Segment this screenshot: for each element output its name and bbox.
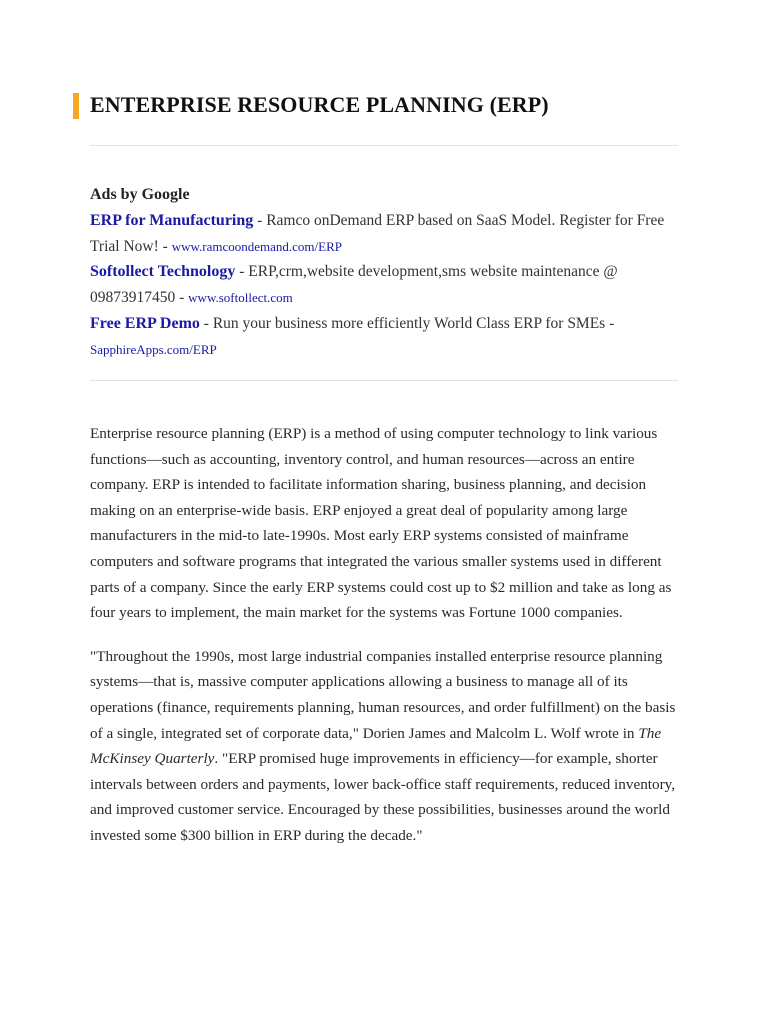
- ad-item: [90, 259, 680, 311]
- ad-separator: -: [253, 211, 267, 229]
- page-title: ENTERPRISE RESOURCE PLANNING (ERP): [90, 92, 549, 117]
- ad-title-link[interactable]: ERP for Manufacturing: [90, 211, 254, 229]
- paragraph-text: "Throughout the 1990s, most large industrial companies installed enterprise resource planning systems—that is, massive computer applications allowing a business to manage all of its operations (finance, requirements planning, human resources, and order fulfillment) on the basis of a single, integrated set of corporate data," Dorien James and Malcolm L. Wolf wrote in: [90, 647, 676, 742]
- ad-title-link[interactable]: Softollect Technology: [90, 263, 236, 281]
- paragraph: Enterprise resource planning (ERP) is a method of using computer technology to link various functions—such as accounting, inventory control, and human resources—across an entire company. ERP is intended to facilitate information sharing, business planning, and decision making on an enterprise-wide basis. ERP enjoyed a great deal of popularity among large manufacturers in the mid-to late-1990s. Most early ERP systems consisted of mainframe computers and software programs that integrated the various smaller systems used in different parts of a company. Since the early ERP systems could cost up to $2 million and take as long as four years to implement, the main market for the systems was Fortune 1000 companies.: [90, 425, 672, 622]
- title-accent-bar: [73, 93, 79, 119]
- paragraph: [90, 644, 680, 849]
- divider-top: [90, 145, 678, 146]
- ad-description: Ramco onDemand ERP based on SaaS Model. Register for Free Trial Now!: [90, 211, 665, 255]
- ad-item: [90, 311, 680, 363]
- ad-item: [90, 208, 680, 260]
- ad-separator: -: [158, 237, 172, 255]
- paragraph-text: . "ERP promised huge improvements in efficiency—for example, shorter intervals between orders and payments, lower back-office staff requirements, reduced inventory, and improved customer service. Encouraged by these possibilities, businesses around the world invested some $300 billion in ERP during the decade.": [90, 750, 676, 844]
- ad-url-link[interactable]: www.ramcoondemand.com/ERP: [171, 238, 342, 254]
- publication-title: The McKinsey Quarterly: [90, 724, 662, 768]
- ads-block: [90, 182, 680, 363]
- ad-url-link[interactable]: www.softollect.com: [188, 290, 293, 306]
- ad-separator: -: [175, 289, 189, 307]
- ad-url-link[interactable]: SapphireApps.com/ERP: [90, 341, 217, 357]
- ads-heading: Ads by Google: [90, 186, 190, 203]
- ad-description: ERP,crm,website development,sms website maintenance @ 09873917450: [90, 263, 618, 307]
- ad-description: Run your business more efficiently World Class ERP for SMEs: [212, 314, 606, 332]
- article-body: [90, 421, 680, 867]
- ad-separator: -: [605, 314, 615, 332]
- divider-bottom: [90, 380, 678, 381]
- ad-title-link[interactable]: Free ERP Demo: [90, 314, 200, 332]
- ad-separator: -: [199, 314, 213, 332]
- ad-separator: -: [235, 263, 249, 281]
